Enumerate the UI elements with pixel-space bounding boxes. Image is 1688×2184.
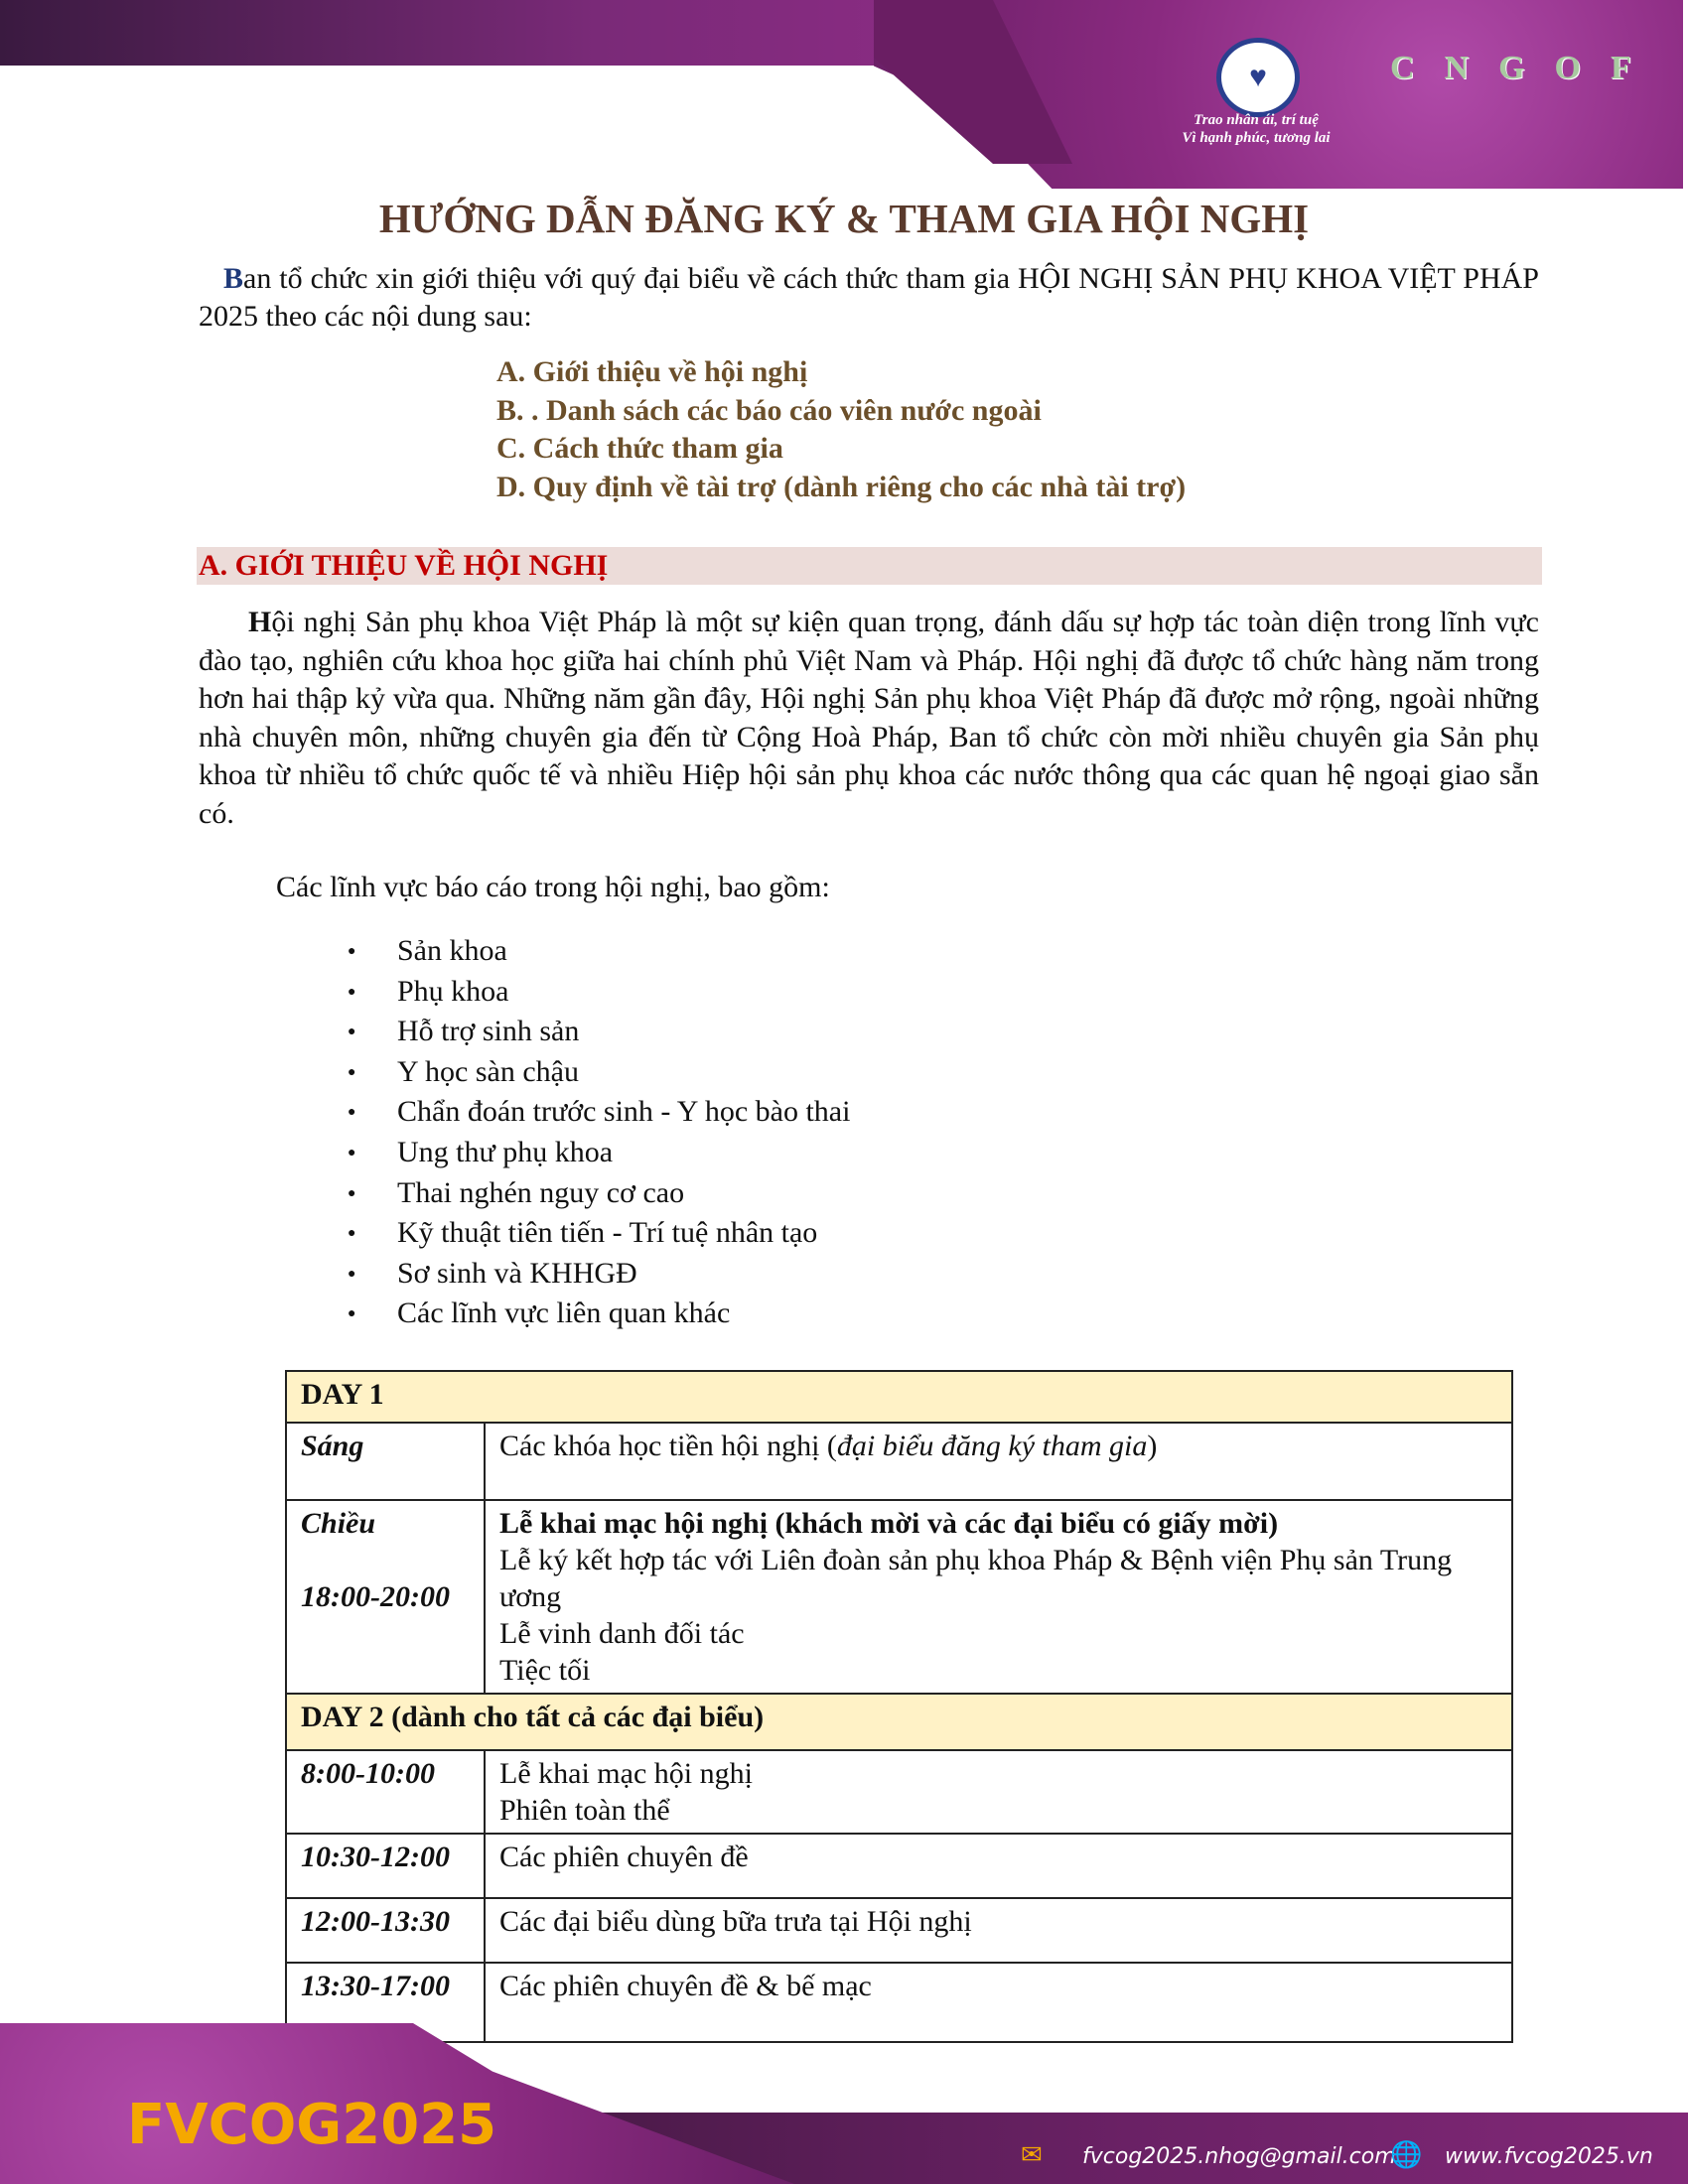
list-item: ● Hỗ trợ sinh sản	[348, 1012, 850, 1052]
page-title: HƯỚNG DẪN ĐĂNG KÝ & THAM GIA HỘI NGHỊ	[378, 196, 1310, 241]
intro-text: an tổ chức xin giới thiệu với quý đại biểu về cách thức tham gia HỘI NGHỊ SẢN PHỤ KHOA VIỆT PHÁP 2025 theo các nội dung sau:	[199, 262, 1539, 333]
activity-text: Tiệc tối	[499, 1654, 591, 1687]
list-item: ● Chẩn đoán trước sinh - Y học bào thai	[348, 1092, 850, 1133]
fields-intro: Các lĩnh vực báo cáo trong hội nghị, bao gồm:	[276, 871, 830, 903]
activity-text: Lễ khai mạc hội nghị	[499, 1757, 753, 1790]
time-label: 18:00-20:00	[301, 1580, 450, 1613]
table-row	[286, 1423, 1512, 1500]
table-row	[286, 1750, 1512, 1834]
globe-icon: 🌐	[1390, 2140, 1423, 2169]
table-row	[286, 1371, 1512, 1423]
table-row	[286, 1898, 1512, 1963]
list-item: ● Thai nghén nguy cơ cao	[348, 1173, 850, 1214]
table-row	[286, 1834, 1512, 1898]
day-header: DAY 1	[286, 1371, 1512, 1423]
section-heading: A. GIỚI THIỆU VỀ HỘI NGHỊ	[197, 547, 1542, 585]
activity-cell	[485, 1500, 1512, 1694]
section-paragraph	[199, 604, 1539, 833]
fields-list	[348, 931, 850, 1334]
intro-paragraph	[199, 260, 1539, 336]
activity-cell	[485, 1423, 1512, 1500]
header-tagline	[1142, 111, 1370, 147]
activity-text: Các khóa học tiền hội nghị (	[499, 1430, 837, 1462]
time-cell: Sáng	[286, 1423, 485, 1500]
time-label: Chiều	[301, 1507, 376, 1540]
drop-letter: B	[223, 262, 244, 295]
tagline-line: Vì hạnh phúc, tương lai	[1182, 130, 1331, 146]
time-cell: 10:30-12:00	[286, 1834, 485, 1898]
activity-note: đại biểu đăng ký tham gia	[836, 1430, 1148, 1462]
activity-text: Lễ khai mạc hội nghị (khách mời và các đại biểu có giấy mời)	[499, 1507, 1279, 1540]
header-band	[0, 0, 993, 66]
table-row	[286, 1500, 1512, 1694]
drop-letter: H	[248, 606, 272, 638]
activity-text: Phiên toàn thể	[499, 1794, 670, 1827]
activity-cell	[485, 1750, 1512, 1834]
activity-text: )	[1147, 1430, 1158, 1462]
activity-cell: Các phiên chuyên đề & bế mạc	[485, 1963, 1512, 2042]
toc-item: C. Cách thức tham gia	[496, 432, 783, 465]
activity-text: Lễ ký kết hợp tác với Liên đoàn sản phụ khoa Pháp & Bệnh viện Phụ sản Trung ương	[499, 1544, 1453, 1613]
cngof-logo: CNGOF	[1390, 50, 1661, 86]
list-item: ● Ung thư phụ khoa	[348, 1133, 850, 1173]
list-item: ● Kỹ thuật tiên tiến - Trí tuệ nhân tạo	[348, 1213, 850, 1254]
list-item: ● Các lĩnh vực liên quan khác	[348, 1294, 850, 1334]
hospital-seal-logo: ♥	[1216, 38, 1300, 117]
time-cell: 12:00-13:30	[286, 1898, 485, 1963]
table-row	[286, 1963, 1512, 2042]
list-item: ● Y học sàn chậu	[348, 1052, 850, 1093]
time-cell: 8:00-10:00	[286, 1750, 485, 1834]
fvcog-brand: FVCOG2025	[127, 2093, 497, 2157]
envelope-icon: ✉	[1021, 2140, 1043, 2169]
list-item: ● Sơ sinh và KHHGĐ	[348, 1254, 850, 1295]
website-link[interactable]: www.fvcog2025.vn	[1445, 2144, 1653, 2169]
email-link[interactable]: fvcog2025.nhog@gmail.com	[1082, 2144, 1396, 2169]
table-row	[286, 1694, 1512, 1750]
list-item: ● Sản khoa	[348, 931, 850, 972]
toc-item: A. Giới thiệu về hội nghị	[496, 355, 808, 388]
activity-text: Lễ vinh danh đối tác	[499, 1617, 745, 1650]
schedule-table	[285, 1370, 1513, 2043]
tagline-line: Trao nhân ái, trí tuệ	[1194, 112, 1319, 128]
toc-item: B. . Danh sách các báo cáo viên nước ngoài	[496, 393, 1042, 427]
activity-cell: Các đại biểu dùng bữa trưa tại Hội nghị	[485, 1898, 1512, 1963]
day-header: DAY 2 (dành cho tất cả các đại biểu)	[286, 1694, 1512, 1750]
time-cell	[286, 1500, 485, 1694]
paragraph-text: ội nghị Sản phụ khoa Việt Pháp là một sự kiện quan trọng, đánh dấu sự hợp tác toàn diện trong lĩnh vực đào tạo, nghiên cứu khoa học giữa hai chính phủ Việt Nam và Pháp. Hội nghị đã được tổ chức hàng năm trong hơn hai thập kỷ vừa qua. Những năm gần đây, Hội nghị Sản phụ khoa Việt Pháp đã được mở rộng, ngoài những nhà chuyên môn, những chuyên gia đến từ Cộng Hoà Pháp, Ban tổ chức còn mời nhiều chuyên gia Sản phụ khoa từ nhiều tổ chức quốc tế và nhiều Hiệp hội sản phụ khoa các nước thông qua các quan hệ ngoại giao sẵn có.	[199, 606, 1539, 830]
activity-cell: Các phiên chuyên đề	[485, 1834, 1512, 1898]
list-item: ● Phụ khoa	[348, 972, 850, 1013]
time-cell: 13:30-17:00	[286, 1963, 485, 2042]
toc-item: D. Quy định về tài trợ (dành riêng cho các nhà tài trợ)	[496, 470, 1187, 503]
table-of-contents	[496, 353, 1186, 506]
